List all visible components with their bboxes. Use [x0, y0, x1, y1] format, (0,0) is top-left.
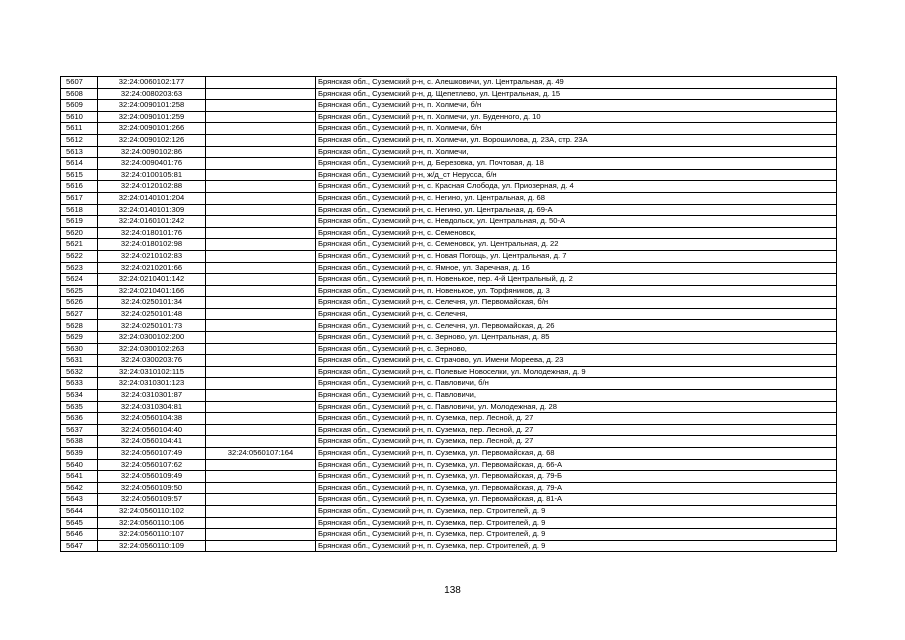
- table-row: [61, 390, 837, 402]
- table-row: [61, 366, 837, 378]
- cadastral-number: 32:24:0300102:200: [98, 332, 206, 344]
- row-number: 5611: [61, 123, 98, 135]
- row-number: 5618: [61, 204, 98, 216]
- table-row: [61, 77, 837, 89]
- cadastral-number-2: [206, 308, 316, 320]
- address: Брянская обл., Суземский р-н, с. Красная Слобода, ул. Приозерная, д. 4: [316, 181, 837, 193]
- cadastral-number-2: [206, 390, 316, 402]
- table-row: [61, 471, 837, 483]
- table-row: [61, 482, 837, 494]
- address: Брянская обл., Суземский р-н, с. Новая Погощь, ул. Центральная, д. 7: [316, 250, 837, 262]
- cadastral-number-2: [206, 262, 316, 274]
- row-number: 5621: [61, 239, 98, 251]
- cadastral-number-2: [206, 123, 316, 135]
- cadastral-number-2: [206, 111, 316, 123]
- row-number: 5635: [61, 401, 98, 413]
- cadastral-number-2: [206, 320, 316, 332]
- address: Брянская обл., Суземский р-н, п. Суземка, ул. Первомайская, д. 68: [316, 448, 837, 460]
- cadastral-number: 32:24:0250101:34: [98, 297, 206, 309]
- table-row: [61, 192, 837, 204]
- cadastral-number: 32:24:0310102:115: [98, 366, 206, 378]
- cadastral-number-2: [206, 517, 316, 529]
- table-body: [61, 77, 837, 552]
- address: Брянская обл., Суземский р-н, п. Суземка, ул. Первомайская, д. 66-А: [316, 459, 837, 471]
- row-number: 5629: [61, 332, 98, 344]
- row-number: 5634: [61, 390, 98, 402]
- row-number: 5608: [61, 88, 98, 100]
- address: Брянская обл., Суземский р-н, с. Негино, ул. Центральная, д. 69-А: [316, 204, 837, 216]
- cadastral-number-2: [206, 297, 316, 309]
- row-number: 5642: [61, 482, 98, 494]
- cadastral-number-2: [206, 459, 316, 471]
- table-row: [61, 88, 837, 100]
- cadastral-number: 32:24:0160101:242: [98, 216, 206, 228]
- row-number: 5610: [61, 111, 98, 123]
- address: Брянская обл., Суземский р-н, п. Суземка, пер. Строителей, д. 9: [316, 529, 837, 541]
- cadastral-number-2: [206, 100, 316, 112]
- cadastral-number: 32:24:0210102:83: [98, 250, 206, 262]
- row-number: 5636: [61, 413, 98, 425]
- row-number: 5626: [61, 297, 98, 309]
- cadastral-number: 32:24:0560104:40: [98, 424, 206, 436]
- address: Брянская обл., Суземский р-н, с. Алешковичи, ул. Центральная, д. 49: [316, 77, 837, 89]
- cadastral-number-2: [206, 436, 316, 448]
- cadastral-number-2: [206, 529, 316, 541]
- cadastral-number-2: [206, 378, 316, 390]
- table-row: [61, 355, 837, 367]
- cadastral-number: 32:24:0120102:88: [98, 181, 206, 193]
- address: Брянская обл., Суземский р-н, д. Березовка, ул. Почтовая, д. 18: [316, 158, 837, 170]
- address: Брянская обл., Суземский р-н, с. Страчово, ул. Имени Мореева, д. 23: [316, 355, 837, 367]
- cadastral-number-2: [206, 134, 316, 146]
- cadastral-number-2: [206, 482, 316, 494]
- table-row: [61, 227, 837, 239]
- row-number: 5640: [61, 459, 98, 471]
- address: Брянская обл., Суземский р-н, с. Зерново, ул. Центральная, д. 85: [316, 332, 837, 344]
- address: Брянская обл., Суземский р-н, с. Селечня, ул. Первомайская, б/н: [316, 297, 837, 309]
- cadastral-number-2: [206, 181, 316, 193]
- cadastral-number-2: [206, 169, 316, 181]
- table-row: [61, 424, 837, 436]
- cadastral-number-2: [206, 401, 316, 413]
- row-number: 5637: [61, 424, 98, 436]
- cadastral-number: 32:24:0560110:109: [98, 540, 206, 552]
- row-number: 5631: [61, 355, 98, 367]
- address: Брянская обл., Суземский р-н, п. Суземка, ул. Первомайская, д. 79-Б: [316, 471, 837, 483]
- cadastral-number-2: [206, 285, 316, 297]
- cadastral-number: 32:24:0210401:166: [98, 285, 206, 297]
- cadastral-number-2: [206, 192, 316, 204]
- row-number: 5646: [61, 529, 98, 541]
- cadastral-number-2: [206, 413, 316, 425]
- cadastral-number-2: [206, 227, 316, 239]
- table-row: [61, 320, 837, 332]
- row-number: 5628: [61, 320, 98, 332]
- cadastral-number: 32:24:0090101:258: [98, 100, 206, 112]
- table-row: [61, 459, 837, 471]
- property-table: [60, 76, 837, 552]
- table-row: [61, 204, 837, 216]
- table-row: [61, 169, 837, 181]
- row-number: 5647: [61, 540, 98, 552]
- cadastral-number-2: [206, 250, 316, 262]
- cadastral-number: 32:24:0560107:49: [98, 448, 206, 460]
- address: Брянская обл., Суземский р-н, п. Холмечи, б/н: [316, 123, 837, 135]
- row-number: 5641: [61, 471, 98, 483]
- table-row: [61, 111, 837, 123]
- row-number: 5609: [61, 100, 98, 112]
- row-number: 5633: [61, 378, 98, 390]
- cadastral-number: 32:24:0560109:49: [98, 471, 206, 483]
- table-row: [61, 540, 837, 552]
- cadastral-number-2: [206, 146, 316, 158]
- address: Брянская обл., Суземский р-н, с. Павловичи, б/н: [316, 378, 837, 390]
- address: Брянская обл., Суземский р-н, п. Суземка, ул. Первомайская, д. 81-А: [316, 494, 837, 506]
- cadastral-number: 32:24:0090102:86: [98, 146, 206, 158]
- address: Брянская обл., Суземский р-н, с. Семеновск,: [316, 227, 837, 239]
- cadastral-number: 32:24:0080203:63: [98, 88, 206, 100]
- table-row: [61, 529, 837, 541]
- page-number: 138: [444, 585, 461, 596]
- address: Брянская обл., Суземский р-н, п. Новенькое, пер. 4-й Центральный, д. 2: [316, 274, 837, 286]
- cadastral-number: 32:24:0090101:266: [98, 123, 206, 135]
- row-number: 5632: [61, 366, 98, 378]
- cadastral-number-2: [206, 494, 316, 506]
- address: Брянская обл., Суземский р-н, д. Щепетлево, ул. Центральная, д. 15: [316, 88, 837, 100]
- cadastral-number: 32:24:0560109:50: [98, 482, 206, 494]
- table-row: [61, 448, 837, 460]
- cadastral-number-2: [206, 540, 316, 552]
- cadastral-number: 32:24:0560104:38: [98, 413, 206, 425]
- row-number: 5612: [61, 134, 98, 146]
- address: Брянская обл., Суземский р-н, п. Суземка, ул. Первомайская, д. 79-А: [316, 482, 837, 494]
- table-row: [61, 216, 837, 228]
- address: Брянская обл., Суземский р-н, с. Павловичи, ул. Молодежная, д. 28: [316, 401, 837, 413]
- address: Брянская обл., Суземский р-н, с. Ямное, ул. Заречная, д. 16: [316, 262, 837, 274]
- table-row: [61, 494, 837, 506]
- table-row: [61, 308, 837, 320]
- cadastral-number-2: [206, 88, 316, 100]
- cadastral-number: 32:24:0310301:123: [98, 378, 206, 390]
- address: Брянская обл., Суземский р-н, п. Суземка, пер. Лесной, д. 27: [316, 413, 837, 425]
- row-number: 5616: [61, 181, 98, 193]
- table-row: [61, 505, 837, 517]
- cadastral-number: 32:24:0140101:204: [98, 192, 206, 204]
- address: Брянская обл., Суземский р-н, п. Суземка, пер. Лесной, д. 27: [316, 436, 837, 448]
- cadastral-number-2: [206, 216, 316, 228]
- row-number: 5643: [61, 494, 98, 506]
- cadastral-number: 32:24:0560110:102: [98, 505, 206, 517]
- table-row: [61, 436, 837, 448]
- cadastral-number: 32:24:0100105:81: [98, 169, 206, 181]
- cadastral-number: 32:24:0560104:41: [98, 436, 206, 448]
- address: Брянская обл., Суземский р-н, п. Суземка, пер. Строителей, д. 9: [316, 540, 837, 552]
- cadastral-number: 32:24:0300102:263: [98, 343, 206, 355]
- address: Брянская обл., Суземский р-н, п. Холмечи, ул. Буденного, д. 10: [316, 111, 837, 123]
- cadastral-number: 32:24:0210201:66: [98, 262, 206, 274]
- table-row: [61, 100, 837, 112]
- cadastral-number-2: [206, 355, 316, 367]
- cadastral-number: 32:24:0560109:57: [98, 494, 206, 506]
- row-number: 5615: [61, 169, 98, 181]
- table-row: [61, 274, 837, 286]
- row-number: 5622: [61, 250, 98, 262]
- cadastral-number-2: [206, 239, 316, 251]
- address: Брянская обл., Суземский р-н, с. Семеновск, ул. Центральная, д. 22: [316, 239, 837, 251]
- cadastral-number: 32:24:0060102:177: [98, 77, 206, 89]
- row-number: 5620: [61, 227, 98, 239]
- table-row: [61, 343, 837, 355]
- table-row: [61, 181, 837, 193]
- cadastral-number: 32:24:0180101:76: [98, 227, 206, 239]
- row-number: 5644: [61, 505, 98, 517]
- table-row: [61, 239, 837, 251]
- cadastral-number: 32:24:0180102:98: [98, 239, 206, 251]
- row-number: 5607: [61, 77, 98, 89]
- table-row: [61, 332, 837, 344]
- table-row: [61, 146, 837, 158]
- cadastral-number: 32:24:0560110:106: [98, 517, 206, 529]
- cadastral-number-2: [206, 332, 316, 344]
- address: Брянская обл., Суземский р-н, п. Новенькое, ул. Торфяников, д. 3: [316, 285, 837, 297]
- address: Брянская обл., Суземский р-н, п. Холмечи,: [316, 146, 837, 158]
- row-number: 5614: [61, 158, 98, 170]
- row-number: 5639: [61, 448, 98, 460]
- row-number: 5619: [61, 216, 98, 228]
- cadastral-number: 32:24:0090102:126: [98, 134, 206, 146]
- address: Брянская обл., Суземский р-н, ж/д_ст Нерусса, б/н: [316, 169, 837, 181]
- address: Брянская обл., Суземский р-н, п. Суземка, пер. Строителей, д. 9: [316, 517, 837, 529]
- address: Брянская обл., Суземский р-н, п. Суземка, пер. Лесной, д. 27: [316, 424, 837, 436]
- row-number: 5624: [61, 274, 98, 286]
- row-number: 5630: [61, 343, 98, 355]
- table-row: [61, 123, 837, 135]
- cadastral-number: 32:24:0560110:107: [98, 529, 206, 541]
- cadastral-number: 32:24:0310301:87: [98, 390, 206, 402]
- table-row: [61, 285, 837, 297]
- row-number: 5627: [61, 308, 98, 320]
- cadastral-number: 32:24:0250101:48: [98, 308, 206, 320]
- cadastral-number-2: [206, 343, 316, 355]
- cadastral-number: 32:24:0090401:76: [98, 158, 206, 170]
- address: Брянская обл., Суземский р-н, с. Селечня, ул. Первомайская, д. 26: [316, 320, 837, 332]
- address: Брянская обл., Суземский р-н, п. Холмечи, б/н: [316, 100, 837, 112]
- cadastral-number: 32:24:0250101:73: [98, 320, 206, 332]
- table-row: [61, 401, 837, 413]
- cadastral-number: 32:24:0210401:142: [98, 274, 206, 286]
- row-number: 5645: [61, 517, 98, 529]
- cadastral-number-2: [206, 424, 316, 436]
- cadastral-number-2: [206, 274, 316, 286]
- address: Брянская обл., Суземский р-н, с. Полевые Новоселки, ул. Молодежная, д. 9: [316, 366, 837, 378]
- table-row: [61, 413, 837, 425]
- row-number: 5638: [61, 436, 98, 448]
- cadastral-number: 32:24:0300203:76: [98, 355, 206, 367]
- address: Брянская обл., Суземский р-н, п. Холмечи, ул. Ворошилова, д. 23А, стр. 23А: [316, 134, 837, 146]
- table-row: [61, 250, 837, 262]
- row-number: 5617: [61, 192, 98, 204]
- table-row: [61, 262, 837, 274]
- row-number: 5623: [61, 262, 98, 274]
- table-row: [61, 378, 837, 390]
- cadastral-number-2: [206, 204, 316, 216]
- cadastral-number: 32:24:0090101:259: [98, 111, 206, 123]
- cadastral-number-2: [206, 366, 316, 378]
- cadastral-number-2: 32:24:0560107:164: [206, 448, 316, 460]
- row-number: 5625: [61, 285, 98, 297]
- cadastral-number-2: [206, 158, 316, 170]
- table-row: [61, 517, 837, 529]
- cadastral-number-2: [206, 471, 316, 483]
- cadastral-number-2: [206, 505, 316, 517]
- row-number: 5613: [61, 146, 98, 158]
- address: Брянская обл., Суземский р-н, с. Негино, ул. Центральная, д. 68: [316, 192, 837, 204]
- address: Брянская обл., Суземский р-н, с. Невдольск, ул. Центральная, д. 50-А: [316, 216, 837, 228]
- address: Брянская обл., Суземский р-н, п. Суземка, пер. Строителей, д. 9: [316, 505, 837, 517]
- cadastral-number-2: [206, 77, 316, 89]
- table-row: [61, 297, 837, 309]
- cadastral-number: 32:24:0140101:309: [98, 204, 206, 216]
- cadastral-number: 32:24:0310304:81: [98, 401, 206, 413]
- address: Брянская обл., Суземский р-н, с. Зерново,: [316, 343, 837, 355]
- address: Брянская обл., Суземский р-н, с. Павловичи,: [316, 390, 837, 402]
- cadastral-number: 32:24:0560107:62: [98, 459, 206, 471]
- address: Брянская обл., Суземский р-н, с. Селечня,: [316, 308, 837, 320]
- table-row: [61, 134, 837, 146]
- table-row: [61, 158, 837, 170]
